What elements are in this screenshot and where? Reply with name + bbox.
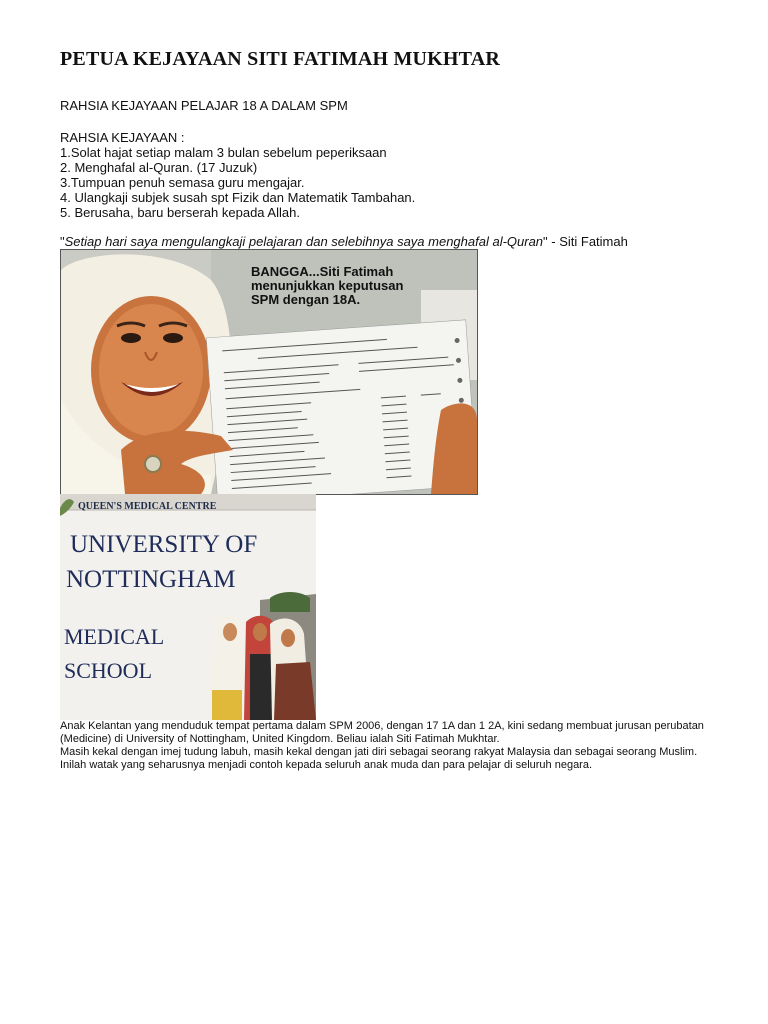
quote-attribution: " - Siti Fatimah: [543, 234, 628, 249]
newspaper-clipping-photo: [60, 249, 478, 495]
tip-item: 5. Berusaha, baru berserah kepada Allah.: [60, 205, 300, 220]
tips-list: [60, 130, 415, 220]
sign-school-line: SCHOOL: [64, 658, 153, 683]
tip-item: 1.Solat hajat setiap malam 3 bulan sebelum peperiksaan: [60, 145, 387, 160]
tips-heading: RAHSIA KEJAYAAN :: [60, 130, 185, 145]
clipping-headline-line: BANGGA...Siti Fatimah: [251, 264, 394, 279]
clipping-headline-line: SPM dengan 18A.: [251, 292, 361, 307]
caption-paragraph: Anak Kelantan yang menduduk tempat pertama dalam SPM 2006, dengan 17 1A dan 1 2A, kini sedang membuat jurusan perubatan (Medicine) di University of Nottingham, United Kingdom. Beliau ialah Siti Fatimah Mukhtar.: [60, 720, 704, 745]
article-title: PETUA KEJAYAAN SITI FATIMAH MUKHTAR: [60, 48, 501, 70]
article-subtitle: RAHSIA KEJAYAAN PELAJAR 18 A DALAM SPM: [60, 98, 348, 113]
quote: [60, 234, 628, 249]
tip-item: 3.Tumpuan penuh semasa guru mengajar.: [60, 175, 305, 190]
quote-open: ": [60, 234, 65, 249]
tip-item: 2. Menghafal al-Quran. (17 Juzuk): [60, 160, 258, 175]
sign-university-line: UNIVERSITY OF: [70, 531, 258, 558]
sign-school-line: MEDICAL: [64, 624, 165, 649]
university-sign-photo: [60, 494, 316, 720]
tip-item: 4. Ulangkaji subjek susah spt Fizik dan Matematik Tambahan.: [60, 190, 416, 205]
article-caption: [60, 720, 720, 772]
sign-university-line: NOTTINGHAM: [66, 566, 236, 593]
caption-paragraph: Masih kekal dengan imej tudung labuh, masih kekal dengan jati diri sebagai seorang rakyat Malaysia dan sebagai seorang Muslim. Inilah watak yang seharusnya menjadi contoh kepada seluruh anak muda dan para pelajar di seluruh negara.: [60, 746, 698, 771]
clipping-headline-line: menunjukkan keputusan: [251, 278, 404, 293]
quote-text: Setiap hari saya mengulangkaji pelajaran dan selebihnya saya menghafal al-Quran: [64, 234, 544, 249]
sign-top-text: QUEEN'S MEDICAL CENTRE: [78, 501, 217, 512]
